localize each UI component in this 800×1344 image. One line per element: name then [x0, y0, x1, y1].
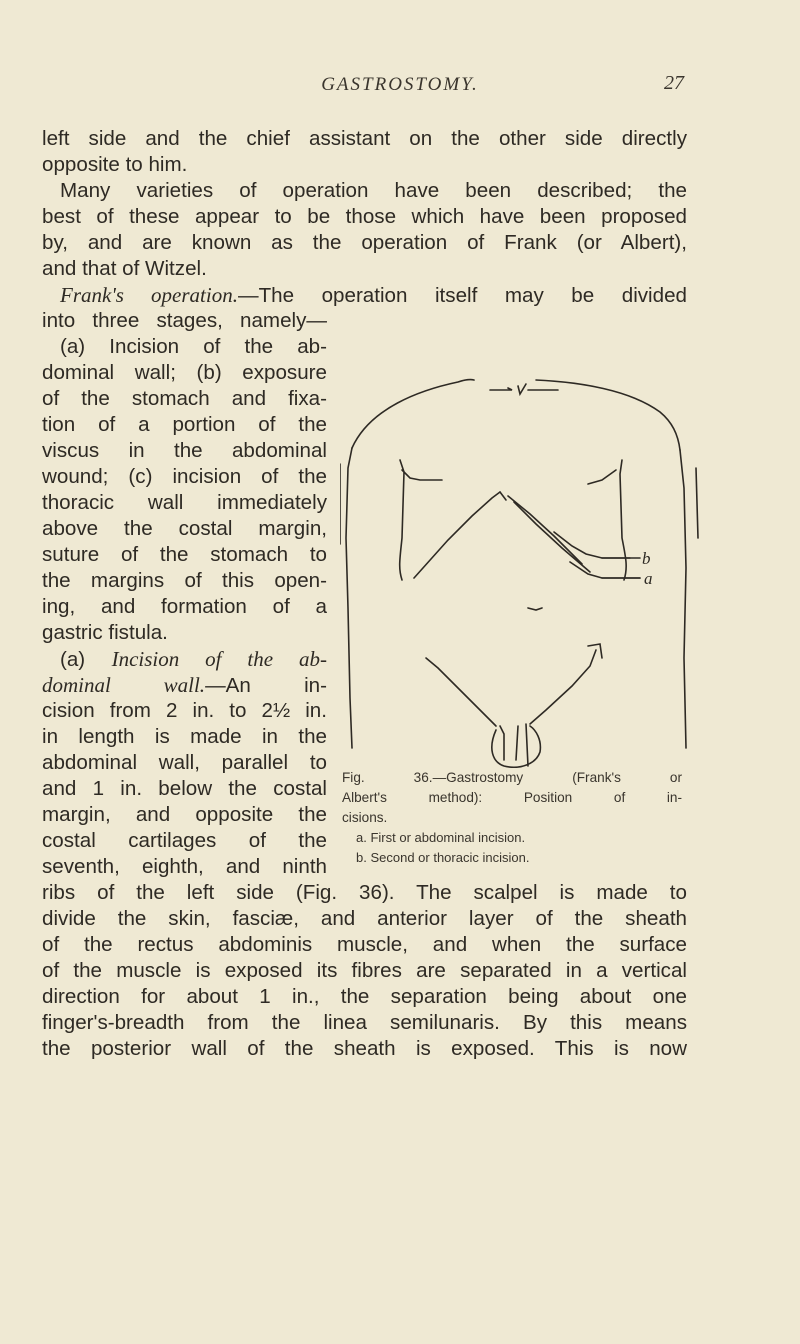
heading-text: —An in-	[205, 674, 327, 697]
text-line: by, and are known as the operation of Frank (or Albert),	[42, 231, 687, 254]
incision-b	[554, 532, 630, 558]
page-number: 27	[664, 72, 684, 94]
text-line: opposite to him.	[42, 153, 188, 176]
text-line: suture of the stomach to	[42, 543, 327, 566]
left-shoulder-line	[352, 380, 474, 448]
text-line: tion of a portion of the	[42, 413, 327, 436]
text-line: gastric fistula.	[42, 621, 168, 644]
text-line: divide the skin, fasciæ, and anterior layer of the sheath	[42, 907, 687, 930]
label-b: b	[642, 549, 651, 568]
right-costal-arch-lower	[514, 502, 590, 572]
left-chest-mark	[402, 470, 442, 480]
right-arm-edge	[696, 468, 698, 538]
center-mark	[528, 608, 542, 610]
text-line: margin, and opposite the	[42, 803, 327, 826]
text-line: the margins of this open-	[42, 569, 327, 592]
text-line: cision from 2 in. to 2½ in.	[42, 699, 327, 722]
text-line: seventh, eighth, and ninth	[42, 855, 327, 878]
lower-right-line	[530, 650, 596, 724]
heading-italic: dominal wall.	[42, 673, 206, 697]
text-line: left side and the chief assistant on the other side directly	[42, 127, 687, 150]
gastrostomy-figure	[340, 368, 700, 768]
midline-lower	[500, 726, 504, 760]
text-line: ribs of the left side (Fig. 36). The scalpel is made to	[42, 881, 687, 904]
left-costal-arch	[414, 492, 500, 578]
left-body-outline	[346, 448, 352, 748]
left-chest-contour	[400, 460, 404, 580]
text-line: abdominal wall, parallel to	[42, 751, 327, 774]
text-line: of the muscle is exposed its fibres are separated in a vertical	[42, 959, 687, 982]
text-line: of the stomach and fixa-	[42, 387, 327, 410]
text-line: in length is made in the	[42, 725, 327, 748]
midline-lower-2	[516, 726, 518, 760]
left-costal-tick	[500, 492, 506, 500]
text-line: into three stages, namely—	[42, 309, 327, 332]
text-line: direction for about 1 in., the separation being about one	[42, 985, 687, 1008]
running-title: GASTROSTOMY.	[321, 74, 479, 95]
text-line: Many varieties of operation have been described; the	[60, 179, 687, 202]
neck-left	[490, 388, 512, 390]
right-chest-mark	[588, 470, 616, 484]
heading-italic: Incision of the ab-	[111, 647, 328, 671]
caption-line: Albert's method): Position of in-	[342, 790, 682, 805]
text-line: wound; (c) incision of the	[42, 465, 327, 488]
caption-line: cisions.	[342, 810, 388, 825]
midline-lower-3	[526, 724, 528, 766]
text-line: and 1 in. below the costal	[42, 777, 327, 800]
text-line: the posterior wall of the sheath is exposed. This is now	[42, 1037, 687, 1060]
section-heading-incision-cont	[42, 672, 327, 698]
section-heading-incision	[42, 646, 327, 672]
text-line: costal cartilages of the	[42, 829, 327, 852]
section-heading-franks	[42, 282, 687, 308]
text-line: of the rectus abdominis muscle, and when the surface	[42, 933, 687, 956]
heading-text: —The operation itself may be divided	[237, 284, 687, 307]
legend-b: b. Second or thoracic incision.	[356, 850, 530, 865]
text-line: ing, and formation of a	[42, 595, 327, 618]
text-line: above the costal margin,	[42, 517, 327, 540]
text-line: finger's-breadth from the linea semilunaris. By this means	[42, 1011, 687, 1034]
text-line: (a) Incision of the ab-	[60, 335, 327, 358]
figure-caption	[342, 768, 712, 868]
text-line: and that of Witzel.	[42, 257, 207, 280]
lower-left-line	[426, 658, 496, 726]
text-line: thoracic wall immediately	[42, 491, 327, 514]
legend-a: a. First or abdominal incision.	[356, 830, 526, 845]
caption-line: Fig. 36.—Gastrostomy (Frank's or	[342, 770, 682, 785]
right-body-outline	[680, 450, 686, 748]
text-line: best of these appear to be those which have been proposed	[42, 205, 687, 228]
heading-prefix: (a)	[60, 648, 112, 671]
neck-mark	[518, 384, 526, 394]
text-line: dominal wall; (b) exposure	[42, 361, 327, 384]
right-chest-contour	[620, 460, 626, 580]
text-line: viscus in the abdominal	[42, 439, 327, 462]
label-a: a	[644, 569, 653, 588]
heading-italic: Frank's operation.	[60, 283, 238, 307]
